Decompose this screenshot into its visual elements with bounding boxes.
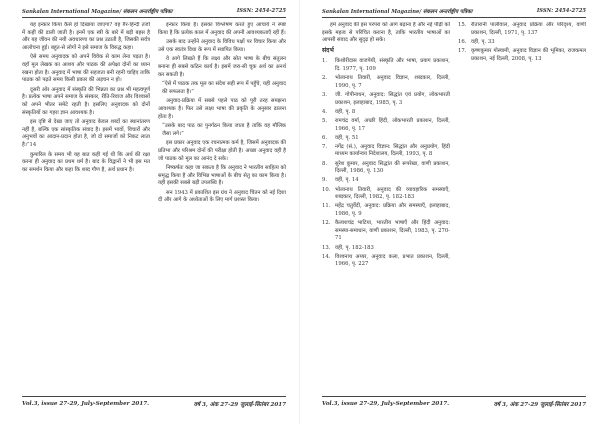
reference-number: 10. xyxy=(322,186,331,193)
paragraph: इन्कार किया है। इसका विश्लेषण करते हुए आचार्य ने स्पष्ट किया है कि प्रत्येक काल में अनुवाद की अपनी आवश्यकताएँ रही हैं। xyxy=(158,22,286,36)
reference-item xyxy=(322,135,450,143)
reference-number: 15. xyxy=(458,22,467,28)
reference-item xyxy=(322,245,450,253)
references-list-continued xyxy=(458,22,586,63)
reference-item xyxy=(322,220,450,243)
reference-text: कैलाशचंद्र भाटिया, भारतीय भाषाएँ और हिंदी अनुवाद: समस्या-समाधान, वाणी प्रकाशन, दिल्ली, 1983, पृ. 270-71 xyxy=(335,220,450,242)
reference-number: 4. xyxy=(322,108,328,115)
reference-text: विश्वनाथ अय्यर, अनुवाद कला, प्रभात प्रकाशन, दिल्ली, 1966, पृ. 227 xyxy=(335,253,450,268)
reference-number: 13. xyxy=(322,244,331,251)
reference-item xyxy=(322,58,450,73)
reference-item xyxy=(322,109,450,117)
paragraph: यह इन्कार किया कैसे हो दिखाया जाएगा? वह ग़ैर-हिन्दी तर्जों में कहीं की डाली जाती है। इनमें एक स्त्री के बारे में बड़ी बहस है और यह जीवन की नयी अवधारणा का प्रश्न उठाती है, जिसकी सर्वत्र आलोचना हुई। बहुत-से लोगों ने इसे समाज के विरुद्ध कहा। xyxy=(22,22,150,51)
reference-item xyxy=(458,48,586,63)
reference-text: किशोरीदास वाजपेयी, संस्कृति और भाषा, प्रयाग प्रकाशन, दि. 1977, पृ. 109 xyxy=(335,58,450,72)
volume-hindi: वर्ष 3, अंक 27-29 जुलाई-सितंबर 2017 xyxy=(493,401,586,408)
reference-number: 6. xyxy=(322,134,328,141)
page-footer xyxy=(22,399,286,408)
reference-text: नगेंद्र (सं.), अनुवाद विज्ञान: सिद्धांत और अनुप्रयोग, हिंदी माध्यम कार्यान्वय निदेशालय, दिल्ली, 1993, पृ. 8 xyxy=(335,143,450,158)
reference-item xyxy=(458,39,586,47)
volume-english: Vol.3, issue 27-29, July-September 2017. xyxy=(322,400,450,407)
reference-number: 17. xyxy=(458,47,467,54)
reference-number: 9. xyxy=(322,177,328,184)
right-page xyxy=(300,0,600,424)
reference-item xyxy=(322,203,450,218)
reference-number: 14. xyxy=(322,253,331,260)
issn: ISSN: 2454-2725 xyxy=(536,7,586,14)
page-header xyxy=(322,6,586,15)
reference-text: भोलानाथ तिवारी, अनुवाद विज्ञान, शब्दकार, दिल्ली, 1990, पृ. 7 xyxy=(335,75,450,89)
reference-item xyxy=(322,118,450,133)
footer-rule xyxy=(22,396,286,397)
references-list xyxy=(322,58,450,269)
journal-title: Sankalan International Magazine/ संकलन अन्तर्राष्ट्रीय पत्रिका xyxy=(322,8,473,15)
header-rule xyxy=(22,17,286,18)
reference-number: 5. xyxy=(322,117,328,124)
reference-text: सुरेश कुमार, अनुवाद सिद्धांत की रूपरेखा, वाणी प्रकाशन, दिल्ली, 1986, पृ. 130 xyxy=(335,160,450,175)
journal-title: Sankalan International Magazine/ संकलन अन्तर्राष्ट्रीय पत्रिका xyxy=(22,8,173,15)
paragraph: निष्कर्षतः कहा जा सकता है कि अनुवाद ने भारतीय साहित्य को समृद्ध किया है और विभिन्न भाषाओं के बीच सेतु का काम किया है। यही इसकी सबसे बड़ी उपलब्धि है। xyxy=(158,165,286,187)
reference-item xyxy=(322,161,450,176)
paragraph: ऐसे समय अनुवादक को अपने विवेक से काम लेना पड़ता है। वहाँ मूल लेखक का आशय और पाठक की अपेक्षा दोनों का ध्यान रखना होता है। अनुवाद में भाषा की सहजता बनी रहनी चाहिए ताकि पाठक को पढ़ते समय किसी प्रकार की अड़चन न हो। xyxy=(22,54,150,84)
reference-item xyxy=(322,254,450,269)
reference-text: जी. गोपीनाथन, अनुवाद: सिद्धांत एवं प्रयोग, लोकभारती प्रकाशन, इलाहाबाद, 1985, पृ. 3 xyxy=(335,91,450,106)
issn: ISSN: 2454-2725 xyxy=(236,7,286,14)
reference-number: 3. xyxy=(322,91,328,98)
volume-hindi: वर्ष 3, अंक 27-29 जुलाई-सितंबर 2017 xyxy=(193,401,286,408)
reference-text: वही, पृ. 14 xyxy=(335,177,359,184)
reference-text: वही, पृ. 51 xyxy=(335,134,359,141)
paragraph: इस प्रकार अनुवाद एक रचनात्मक कर्म है, जिसमें अनुवादक की प्रतिभा और परिश्रम दोनों की परीक्षा होती है। अच्छा अनुवाद वही है जो पाठक को मूल का आनंद दे सके। xyxy=(158,140,286,162)
paragraph: हमें अनुवाद की इस परंपरा को आगे बढ़ाना है और नई पीढ़ी को इसके महत्व से परिचित कराना है, ताकि भारतीय भाषाओं का आपसी संवाद और सुदृढ़ हो सके। xyxy=(322,22,450,44)
reference-text: रामचंद्र वर्मा, अच्छी हिंदी, लोकभारती प्रकाशन, दिल्ली, 1966, पृ. 17 xyxy=(335,117,450,132)
reference-text: महेंद्र चतुर्वेदी, अनुवाद: प्रक्रिया और समस्याएँ, इलाहाबाद, 1986, पृ. 9 xyxy=(335,203,450,217)
paragraph: कुमारिल के समय भी यह बात कही गई थी कि अर्थ की रक्षा करना ही अनुवाद का प्रथम धर्म है। बाद के विद्वानों ने भी इस मत का समर्थन किया और कहा कि शब्द गौण है, अर्थ प्रधान है। xyxy=(22,151,150,173)
reference-text: भोलानाथ तिवारी, अनुवाद की व्यावहारिक समस्याएँ, शब्दकार, दिल्ली, 1982, पृ. 182-183 xyxy=(335,186,450,201)
paragraph: सन 1943 में प्रकाशित इस ग्रंथ ने अनुवाद चिंतन को नई दिशा दी और आगे के अध्येताओं के लिए मार्ग प्रशस्त किया। xyxy=(158,189,286,204)
reference-item xyxy=(322,187,450,202)
reference-text: वही, पृ. 33 xyxy=(471,38,495,45)
reference-number: 8. xyxy=(322,160,328,167)
page-footer xyxy=(322,399,586,408)
volume-english: Vol.3, issue 27-29, July-September 2017. xyxy=(22,400,150,407)
reference-number: 2. xyxy=(322,75,328,82)
reference-text: रीतारानी पालीवाल, अनुवाद प्रक्रिया और परिदृश्य, वाणी प्रकाशन, दिल्ली, 1971, पृ. 137 xyxy=(471,22,586,36)
reference-item xyxy=(322,75,450,90)
paragraph: वे आगे लिखते हैं कि लक्ष्य और स्रोत भाषा के बीच संतुलन बनाना ही सबसे कठिन कार्य है। इसमें जरा-सी चूक अर्थ का अनर्थ कर सकती है। xyxy=(158,56,286,78)
quotation: “उसके बाद पाठ का पुनर्गठन किया जाता है ताकि वह मौलिक जैसा लगे।” xyxy=(162,123,286,137)
reference-text: कृष्णकुमार गोस्वामी, अनुवाद विज्ञान की भूमिका, राजकमल प्रकाशन, नई दिल्ली, 2008, पृ. 13 xyxy=(471,47,586,62)
reference-item xyxy=(322,144,450,159)
right-column-1 xyxy=(322,22,450,392)
footer-rule xyxy=(322,396,586,397)
reference-number: 12. xyxy=(322,220,331,227)
right-column-2 xyxy=(458,22,586,392)
left-column-2 xyxy=(158,22,286,392)
paragraph: उसके बाद उन्होंने अनुवाद के विविध पक्षों पर विचार किया और उसे एक स्वतंत्र विधा के रूप में स्थापित किया। xyxy=(158,39,286,53)
references-heading: संदर्भ xyxy=(322,46,334,54)
page-header xyxy=(22,6,286,15)
left-column-1 xyxy=(22,22,150,392)
reference-item xyxy=(322,177,450,185)
paragraph: अनुवाद-प्रक्रिया में सबसे पहले पाठ को पूरी तरह समझना आवश्यक है। फिर उसे लक्ष्य भाषा की प्रकृति के अनुसार ढालना होता है। xyxy=(158,98,286,120)
reference-number: 1. xyxy=(322,58,328,65)
reference-number: 7. xyxy=(322,143,328,150)
header-rule xyxy=(322,17,586,18)
paragraph: इस दृष्टि से देखा जाए तो अनुवाद केवल शब्दों का स्थानांतरण नहीं है, बल्कि एक सांस्कृतिक संवाद है। इसमें भावों, विचारों और अनुभवों का आदान-प्रदान होता है, जो दो समाजों को निकट लाता है।”14 xyxy=(22,119,150,148)
reference-number: 11. xyxy=(322,203,331,210)
reference-text: वही, पृ. 8 xyxy=(335,108,356,115)
reference-item xyxy=(322,92,450,107)
paragraph: दूसरी ओर अनुवाद में संस्कृति की भिन्नता का प्रश्न भी महत्वपूर्ण है। प्रत्येक भाषा अपने समाज के संस्कार, रीति-रिवाज और विश्वासों को अपने भीतर समेटे रहती है। इसलिए अनुवादक को दोनों संस्कृतियों का गहरा ज्ञान आवश्यक है। xyxy=(22,86,150,116)
quotation: “ऐसे में पाठक तक मूल का संदेश सही रूप में पहुँचे, यही अनुवाद की सफलता है।” xyxy=(162,81,286,95)
reference-text: वही, पृ. 182-183 xyxy=(335,244,374,251)
reference-number: 16. xyxy=(458,38,467,45)
reference-item xyxy=(458,22,586,37)
